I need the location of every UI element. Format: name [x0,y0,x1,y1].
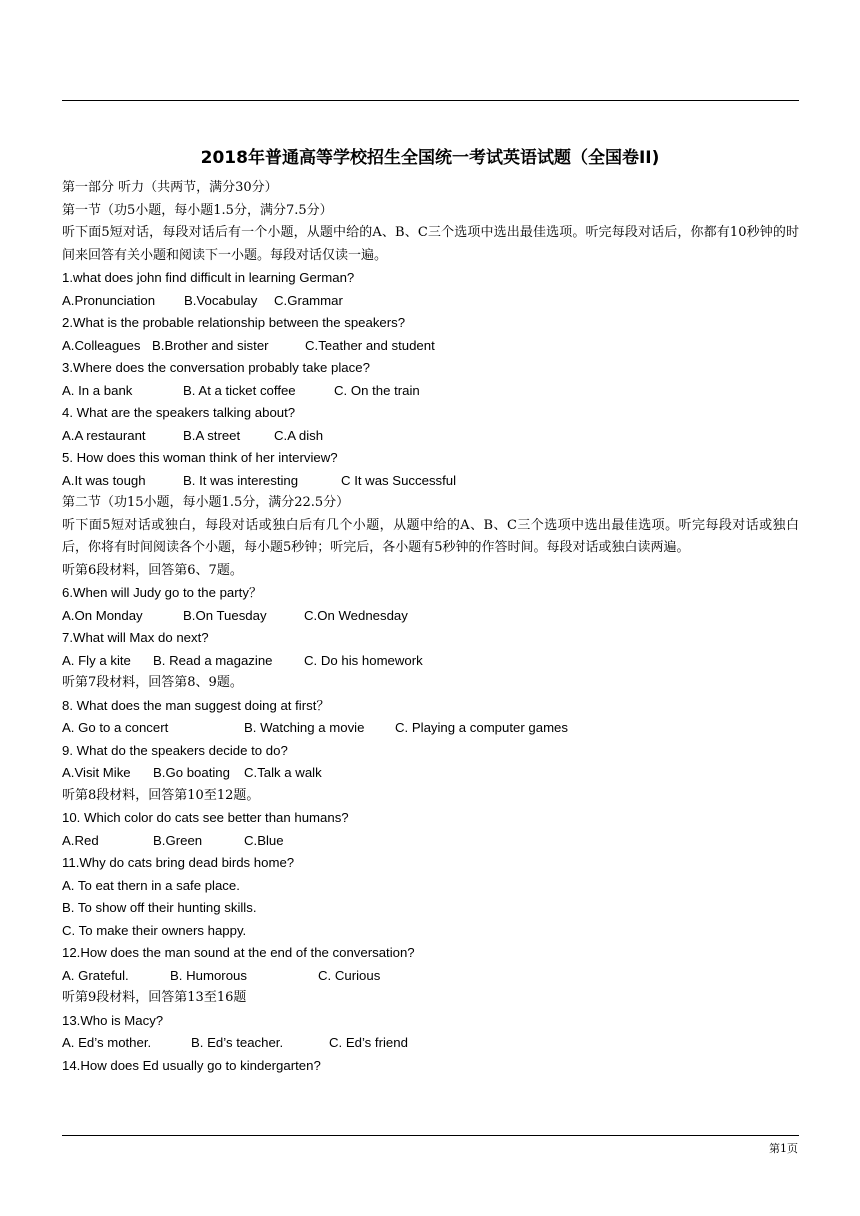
option-b: B. Ed’s teacher. [191,1035,284,1050]
answer-options [62,1032,799,1055]
option-b: B. At a ticket coffee [183,382,296,398]
option-b: B. Watching a movie [244,720,365,735]
option-a: A. Go to a concert [62,720,169,735]
answer-options [62,717,799,740]
question-text: 9. What do the speakers decide to do? [62,742,288,758]
material-note: 听第9段材料，回答第13至16题 [62,990,247,1005]
option-a: A.Colleagues [62,337,141,353]
answer-options [62,470,799,493]
header-rule [62,100,799,101]
answer-options [62,965,799,988]
answer-options [62,380,799,403]
footer-rule [62,1135,799,1136]
option-a: A. Grateful. [62,967,129,983]
section-heading: 第一节（功5小题，每小题1.5分，满分7.5分） [62,202,333,218]
option-b: B.Brother and sister [152,337,269,353]
question-text: 7.What will Max do next? [62,630,209,645]
question-text: 13.Who is Macy? [62,1012,164,1028]
option-a: A.Visit Mike [62,765,131,780]
option-c: C. Do his homework [304,652,423,668]
exam-title: 2018年普通高等学校招生全国统一考试英语试题（全国卷II) [200,148,660,168]
page-number: 第1页 [769,1142,798,1155]
exam-body [62,177,799,1077]
option-b: B.A street [183,427,241,443]
material-note: 听第7段材料，回答第8、9题。 [62,675,243,690]
question-text: 4. What are the speakers talking about? [62,405,296,420]
option-c: C.Blue [244,832,284,848]
question-text: 1.what does john find difficult in learning German? [62,270,355,285]
question-text: 10. Which color do cats see better than humans? [62,810,349,825]
option-c: C. Curious [318,967,381,983]
option-b: B.Go boating [153,765,230,780]
option-a: A.On Monday [62,607,143,623]
answer-options [62,762,799,785]
option-a: A.It was tough [62,472,146,488]
answer-options [62,290,799,313]
answer-options [62,425,799,448]
option-a: A. In a bank [62,382,133,398]
question-text: 14.How does Ed usually go to kindergarten? [62,1057,321,1073]
answer-options [62,830,799,853]
option-c: C.A dish [274,427,324,443]
option-c: C It was Successful [341,472,457,488]
question-text: 5. How does this woman think of her interview? [62,450,338,465]
option-a: A. Fly a kite [62,652,131,668]
section-instructions: 听下面5短对话，每段对话后有一个小题，从题中给的A、B、C三个选项中选出最佳选项。听完每段对话后，你都有10秒钟的时间来回答有关小题和阅读下一小题。每段对话仅读一遍。 [62,225,799,263]
option-a: A. To eat thern in a safe place. [62,877,240,893]
option-a: A.A restaurant [62,427,146,443]
option-c: C. Playing a computer games [395,720,568,735]
question-text: 11.Why do cats bring dead birds home? [62,855,295,870]
option-b: B.Vocabulay [184,292,258,308]
part-heading: 第一部分 听力（共两节，满分30分） [62,180,278,195]
section-heading: 第二节（功15小题，每小题1.5分，满分22.5分） [62,495,350,510]
option-c: C. On the train [334,382,420,398]
option-c: C.On Wednesday [304,607,408,623]
option-c: C. Ed’s friend [329,1035,408,1050]
option-b: B.Green [153,832,203,848]
option-a: A. Ed’s mother. [62,1035,152,1050]
option-a: A.Pronunciation [62,292,156,308]
option-b: B. To show off their hunting skills. [62,900,257,915]
option-b: B. It was interesting [183,472,299,488]
option-b: B.On Tuesday [183,607,267,623]
option-a: A.Red [62,832,99,848]
question-text: 8. What does the man suggest doing at first？ [62,697,330,713]
option-c: C.Teather and student [305,337,435,353]
question-text: 12.How does the man sound at the end of the conversation? [62,945,415,960]
material-note: 听第6段材料，回答第6、7题。 [62,562,243,578]
question-text: 3.Where does the conversation probably take place? [62,360,370,375]
section-instructions: 听下面5短对话或独白，每段对话或独白后有几个小题，从题中给的A、B、C三个选项中选出最佳选项。听完每段对话或独白后，你将有时间阅读各个小题，每小题5秒钟；听完后，各小题有5秒钟的作答时间。每段对话或独白读两遍。 [62,517,799,555]
answer-options [62,650,799,673]
answer-options [62,335,799,358]
option-c: C. To make their owners happy. [62,922,247,938]
material-note: 听第8段材料，回答第10至12题。 [62,787,260,803]
question-text: 2.What is the probable relationship between the speakers? [62,315,406,330]
option-c: C.Talk a walk [244,765,322,780]
option-c: C.Grammar [274,292,343,308]
question-text: 6.When will Judy go to the party？ [62,585,263,600]
option-b: B. Read a magazine [153,652,273,668]
answer-options [62,605,799,628]
option-b: B. Humorous [170,967,247,983]
